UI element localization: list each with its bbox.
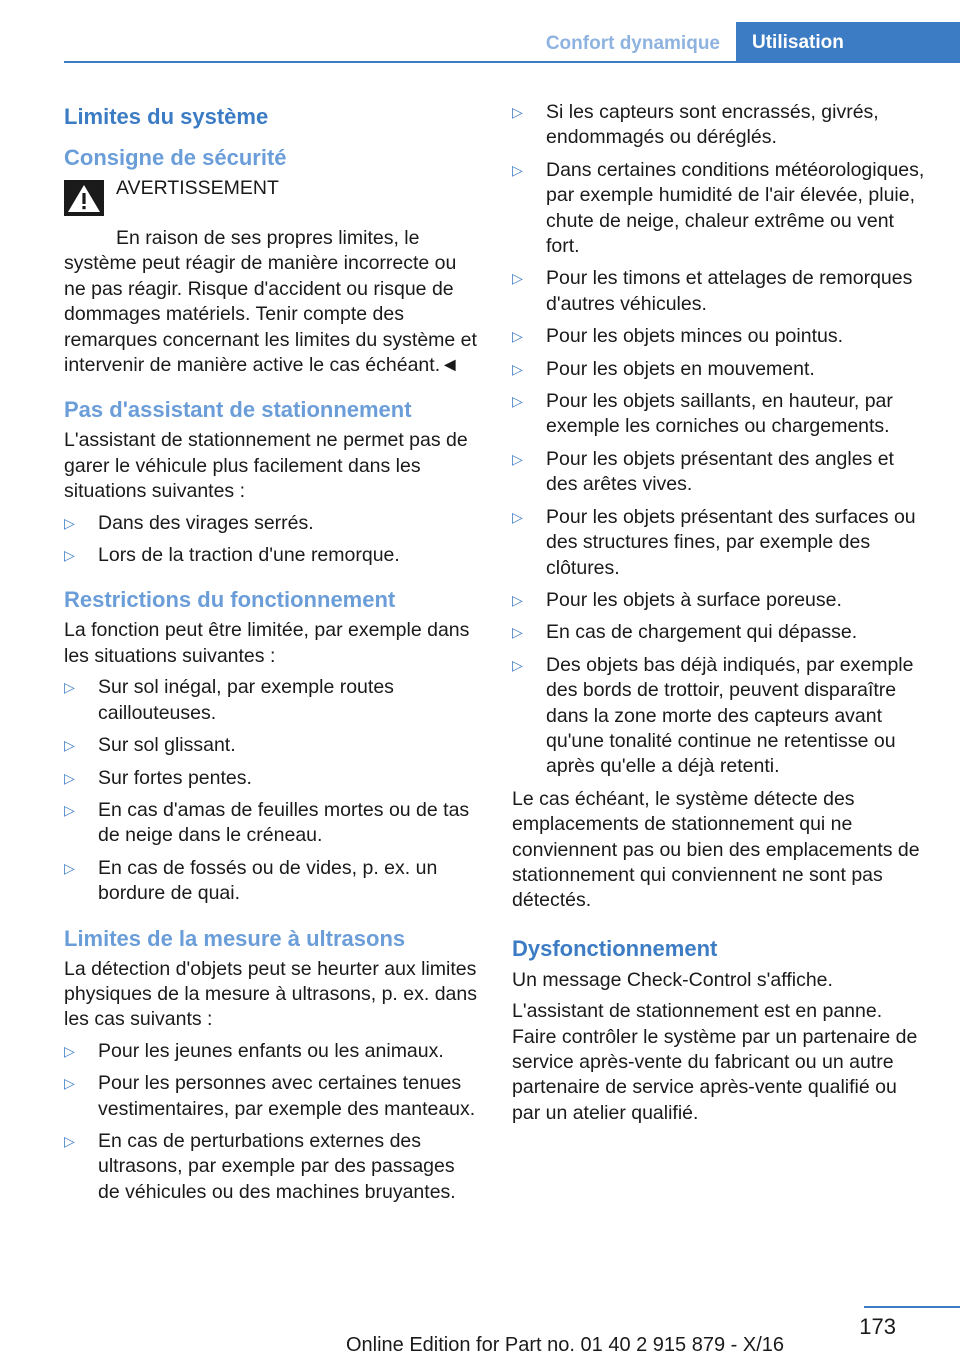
list-item: ▷ Lors de la traction d'une remorque.	[64, 543, 480, 568]
list-item: ▷ Pour les personnes avec certaines tenues vestimentaires, par exemple des manteaux.	[64, 1071, 480, 1122]
list-item: ▷ En cas de chargement qui dépasse.	[512, 620, 928, 645]
no-assist-list	[64, 511, 480, 569]
left-column	[64, 100, 480, 1212]
header-chapter-tab[interactable]: Utilisation	[736, 22, 960, 62]
detection-paragraph: Le cas échéant, le système détecte des emplacements de stationnement qui ne conviennent pas ou bien des emplacements de stationnement qui conviennent ne sont pas détectés.	[512, 787, 920, 912]
malfunction-paragraph-2: L'assistant de stationnement est en panne. Faire contrôler le système par un partenaire de service après-vente du fabricant ou un autre partenaire de service après-vente qualifié ou par un atelier qualifié.	[512, 1000, 918, 1124]
malfunction-heading: Dysfonctionnement	[512, 935, 718, 961]
no-assist-text: L'assistant de stationnement ne permet pas de garer le véhicule plus facilement dans les situations suivantes :	[64, 429, 468, 503]
list-item: ▷ Sur sol inégal, par exemple routes caillouteuses.	[64, 675, 480, 726]
header-section-tab[interactable]: Confort dynamique	[545, 33, 720, 54]
restrictions-heading: Restrictions du fonctionnement	[64, 587, 396, 613]
warning-triangle-icon	[64, 180, 104, 216]
ultrasound-list	[64, 1039, 480, 1205]
list-item: ▷ Pour les objets à surface poreuse.	[512, 588, 928, 613]
no-assist-heading: Pas d'assistant de stationnement	[64, 397, 412, 423]
list-item: ▷ Pour les objets minces ou pointus.	[512, 324, 928, 349]
list-item: ▷ Sur sol glissant.	[64, 733, 480, 758]
warning-text: En raison de ses propres limites, le système peut réagir de manière incorrecte ou ne pas réagir. Risque d'accident ou risque de dommages matériels. Tenir compte des remarques concernant les limites du système et intervenir de manière active le cas échéant.◄	[64, 227, 477, 377]
right-column	[512, 100, 928, 1132]
footer-rule	[864, 1306, 960, 1308]
list-item: ▷ Pour les objets présentant des angles et des arêtes vives.	[512, 447, 928, 498]
safety-heading: Consigne de sécurité	[64, 145, 287, 170]
list-item: ▷ Dans certaines conditions météorologiques, par exemple humidité de l'air élevée, pluie, chute de neige, chaleur extrême ou vent fort.	[512, 158, 928, 260]
list-item: ▷ Dans des virages serrés.	[64, 511, 480, 536]
ultrasound-text: La détection d'objets peut se heurter aux limites physiques de la mesure à ultrasons, p. ex. dans les cas suivants :	[64, 957, 477, 1031]
list-item: ▷ En cas de fossés ou de vides, p. ex. un bordure de quai.	[64, 856, 480, 907]
warning-title: AVERTISSEMENT	[116, 177, 279, 199]
restrictions-text: La fonction peut être limitée, par exemple dans les situations suivantes :	[64, 619, 470, 667]
list-item: ▷ Pour les objets présentant des surfaces ou des structures fines, par exemple des clôtures.	[512, 505, 928, 581]
list-item: ▷ Pour les objets en mouvement.	[512, 357, 928, 382]
edition-footer: Online Edition for Part no. 01 40 2 915 879 - X/16	[345, 1334, 785, 1356]
list-item: ▷ Des objets bas déjà indiqués, par exemple des bords de trottoir, peuvent disparaître dans la zone morte des capteurs avant qu'une tonalité continue ne retentisse ou après qu'elle a déjà retenti.	[512, 653, 928, 780]
restrictions-list	[64, 675, 480, 906]
list-item: ▷ Sur fortes pentes.	[64, 766, 480, 791]
list-item: ▷ Pour les objets saillants, en hauteur, par exemple les corniches ou chargements.	[512, 389, 928, 440]
list-item: ▷ En cas d'amas de feuilles mortes ou de tas de neige dans le créneau.	[64, 798, 480, 849]
malfunction-paragraph-1: Un message Check-Control s'affiche.	[512, 968, 833, 991]
list-item: ▷ Pour les jeunes enfants ou les animaux.	[64, 1039, 480, 1064]
warning-block	[64, 176, 480, 226]
section-title: Limites du système	[64, 104, 269, 129]
list-item: ▷ En cas de perturbations externes des ultrasons, par exemple par des passages de véhicules ou des machines bruyantes.	[64, 1129, 480, 1205]
ultrasound-heading: Limites de la mesure à ultrasons	[64, 925, 406, 951]
list-item: ▷ Pour les timons et attelages de remorques d'autres véhicules.	[512, 266, 928, 317]
ultrasound-list-continued	[512, 100, 928, 780]
list-item: ▷ Si les capteurs sont encrassés, givrés, endommagés ou déréglés.	[512, 100, 928, 151]
page-number: 173	[859, 1314, 896, 1339]
